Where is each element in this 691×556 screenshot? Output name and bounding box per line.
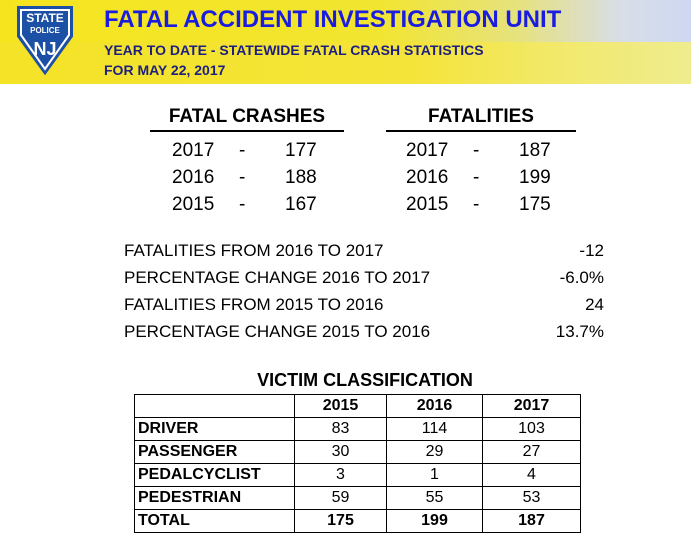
comparison-row xyxy=(124,238,604,264)
count-value: 175 xyxy=(519,194,551,215)
fatal-crashes-heading: FATAL CRASHES xyxy=(168,106,326,127)
value-cell: 29 xyxy=(387,441,483,464)
table-total-row xyxy=(135,510,581,533)
dash: - xyxy=(239,194,246,215)
header-banner xyxy=(0,0,691,84)
total-cell: 175 xyxy=(295,510,387,533)
count-value: 167 xyxy=(285,194,317,215)
table-row xyxy=(135,418,581,441)
badge-state-text: STATE xyxy=(26,11,64,25)
comparison-value: 24 xyxy=(585,295,604,314)
category-cell: DRIVER xyxy=(135,418,295,441)
comparison-label: PERCENTAGE CHANGE 2015 TO 2016 xyxy=(124,322,431,341)
page-subtitle: YEAR TO DATE - STATEWIDE FATAL CRASH STATISTICS xyxy=(104,42,484,58)
value-cell: 55 xyxy=(387,487,483,510)
page-title: FATAL ACCIDENT INVESTIGATION UNIT xyxy=(104,6,562,33)
dash: - xyxy=(473,167,480,188)
table-row xyxy=(135,487,581,510)
comparison-value: -12 xyxy=(579,241,604,260)
comparison-row xyxy=(124,265,604,291)
total-cell: 187 xyxy=(483,510,581,533)
table-row xyxy=(135,464,581,487)
value-cell: 59 xyxy=(295,487,387,510)
table-row xyxy=(135,441,581,464)
category-cell: PEDALCYCLIST xyxy=(135,464,295,487)
count-value: 187 xyxy=(519,140,551,161)
comparison-row xyxy=(124,292,604,318)
value-cell: 27 xyxy=(483,441,581,464)
column-header: 2016 xyxy=(387,395,483,418)
comparison-row xyxy=(124,319,604,345)
year-label: 2016 xyxy=(172,167,215,188)
column-header: 2015 xyxy=(295,395,387,418)
table-header-row xyxy=(135,395,581,418)
value-cell: 103 xyxy=(483,418,581,441)
victim-classification-title: VICTIM CLASSIFICATION xyxy=(257,370,473,390)
state-police-badge-icon xyxy=(14,3,76,79)
value-cell: 30 xyxy=(295,441,387,464)
year-label: 2015 xyxy=(172,194,215,215)
dash: - xyxy=(473,140,480,161)
category-cell: PASSENGER xyxy=(135,441,295,464)
value-cell: 3 xyxy=(295,464,387,487)
count-value: 177 xyxy=(285,140,317,161)
year-label: 2015 xyxy=(406,194,449,215)
comparison-label: FATALITIES FROM 2015 TO 2016 xyxy=(124,295,384,314)
category-cell: TOTAL xyxy=(135,510,295,533)
total-cell: 199 xyxy=(387,510,483,533)
value-cell: 114 xyxy=(387,418,483,441)
report-date: FOR MAY 22, 2017 xyxy=(104,62,226,78)
dash: - xyxy=(239,140,246,161)
badge-nj-text: NJ xyxy=(33,39,57,59)
column-header: 2017 xyxy=(483,395,581,418)
value-cell: 83 xyxy=(295,418,387,441)
dash: - xyxy=(239,167,246,188)
column-header xyxy=(135,395,295,418)
fatalities-heading: FATALITIES xyxy=(428,106,534,127)
dash: - xyxy=(473,194,480,215)
value-cell: 4 xyxy=(483,464,581,487)
comparison-label: PERCENTAGE CHANGE 2016 TO 2017 xyxy=(124,268,431,287)
comparison-value: 13.7% xyxy=(555,322,604,341)
category-cell: PEDESTRIAN xyxy=(135,487,295,510)
value-cell: 53 xyxy=(483,487,581,510)
comparison-value: -6.0% xyxy=(559,268,604,287)
year-label: 2017 xyxy=(406,140,449,161)
count-value: 199 xyxy=(519,167,551,188)
fatal-crashes-underline xyxy=(150,130,344,132)
count-value: 188 xyxy=(285,167,317,188)
fatalities-underline xyxy=(386,130,576,132)
year-label: 2017 xyxy=(172,140,215,161)
badge-police-text: POLICE xyxy=(30,26,60,35)
victim-classification-table xyxy=(134,394,581,533)
comparison-label: FATALITIES FROM 2016 TO 2017 xyxy=(124,241,384,260)
year-label: 2016 xyxy=(406,167,449,188)
value-cell: 1 xyxy=(387,464,483,487)
